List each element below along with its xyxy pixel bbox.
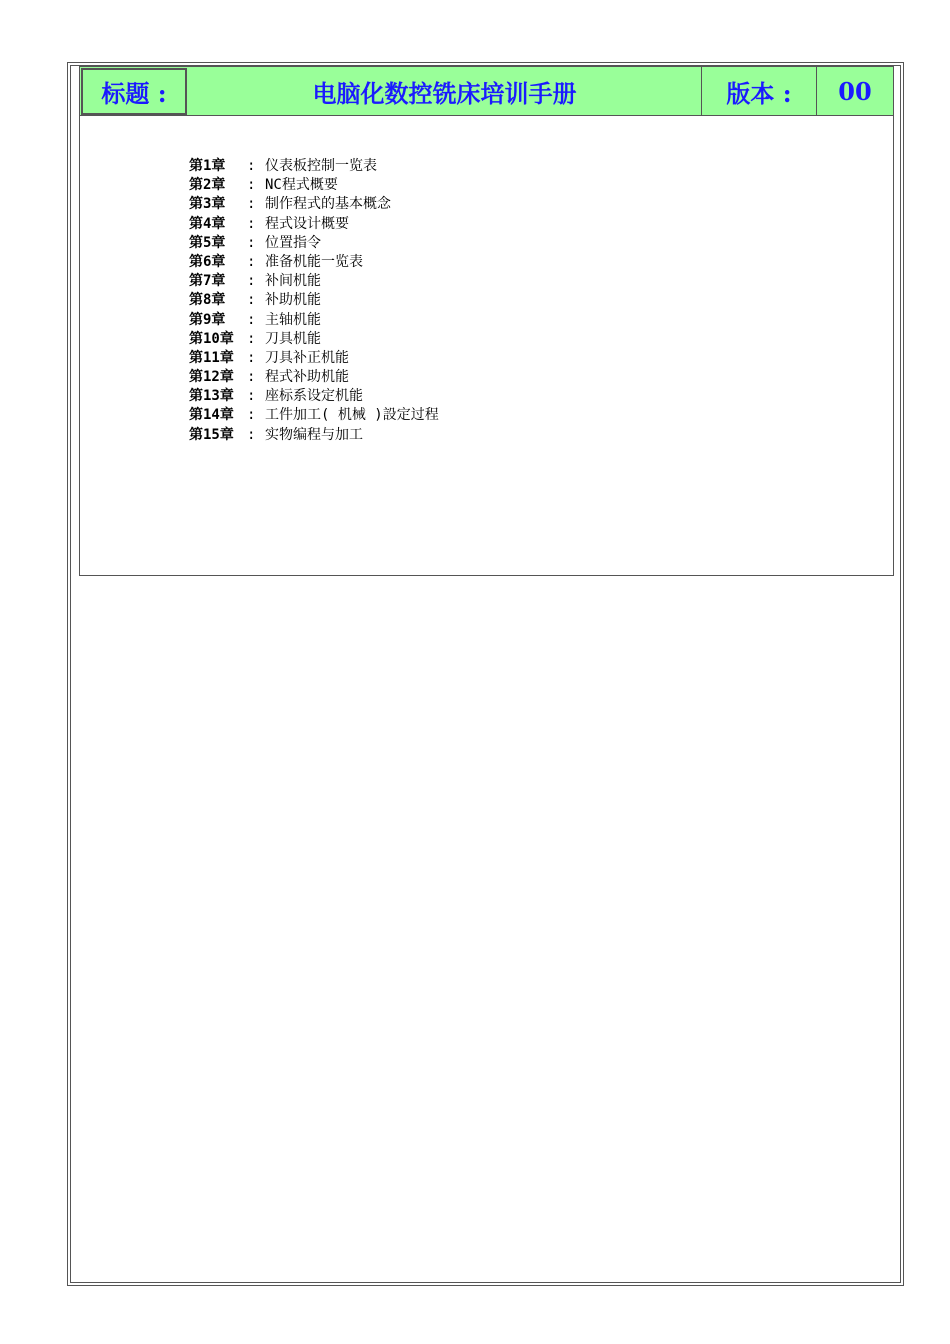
toc-chapter-number: 第4章: [189, 215, 226, 232]
toc-separator: :: [247, 349, 256, 366]
toc-separator: :: [247, 407, 256, 424]
toc-item: [189, 426, 439, 445]
toc-item: [189, 157, 439, 176]
toc-chapter-number: 第3章: [189, 196, 226, 213]
toc-item: [189, 234, 439, 253]
toc-chapter-number: 第12章: [189, 369, 234, 386]
toc-separator: :: [247, 292, 256, 309]
document-title: 电脑化数控铣床培训手册: [188, 67, 702, 115]
toc-chapter-number: 第14章: [189, 407, 234, 424]
toc-separator: :: [247, 253, 256, 270]
toc-item: [189, 387, 439, 406]
toc-item: [189, 349, 439, 368]
toc-chapter-number: 第8章: [189, 292, 226, 309]
toc-separator: :: [247, 369, 256, 386]
toc-item: [189, 272, 439, 291]
toc-chapter-title: 制作程式的基本概念: [265, 196, 391, 213]
toc-separator: :: [247, 158, 256, 174]
toc-chapter-number: 第7章: [189, 273, 226, 290]
toc-item: [189, 291, 439, 310]
toc-chapter-number: 第1章: [189, 158, 226, 174]
toc-separator: :: [247, 426, 256, 443]
toc-chapter-title: 程式设计概要: [265, 215, 349, 232]
header-table: [79, 66, 894, 116]
title-label: 标题 :: [81, 68, 187, 115]
toc-chapter-title: 刀具补正机能: [265, 349, 349, 366]
toc-separator: :: [247, 196, 256, 213]
toc-separator: :: [247, 177, 256, 194]
toc-chapter-title: 工件加工( 机械 )設定过程: [265, 407, 439, 424]
version-value: 00: [838, 76, 872, 106]
toc-chapter-title: 刀具机能: [265, 330, 321, 347]
toc-chapter-number: 第10章: [189, 330, 234, 347]
table-of-contents: [189, 157, 439, 445]
toc-chapter-number: 第13章: [189, 388, 234, 405]
toc-chapter-title: 座标系设定机能: [265, 388, 363, 405]
toc-separator: :: [247, 311, 256, 328]
toc-chapter-number: 第9章: [189, 311, 226, 328]
toc-item: [189, 330, 439, 349]
toc-chapter-number: 第11章: [189, 349, 234, 366]
toc-chapter-title: NC程式概要: [265, 177, 338, 194]
toc-item: [189, 253, 439, 272]
toc-separator: :: [247, 273, 256, 290]
toc-chapter-number: 第15章: [189, 426, 234, 443]
toc-item: [189, 406, 439, 425]
toc-chapter-title: 主轴机能: [265, 311, 321, 328]
toc-chapter-title: 位置指令: [265, 234, 321, 251]
toc-item: [189, 215, 439, 234]
toc-item: [189, 176, 439, 195]
toc-chapter-title: 补间机能: [265, 273, 321, 290]
toc-chapter-title: 程式补助机能: [265, 369, 349, 386]
toc-chapter-number: 第2章: [189, 177, 226, 194]
toc-chapter-number: 第6章: [189, 253, 226, 270]
toc-chapter-number: 第5章: [189, 234, 226, 251]
toc-chapter-title: 仪表板控制一览表: [265, 158, 377, 174]
toc-item: [189, 311, 439, 330]
toc-item: [189, 368, 439, 387]
toc-chapter-title: 实物编程与加工: [265, 426, 363, 443]
toc-item: [189, 195, 439, 214]
toc-separator: :: [247, 215, 256, 232]
toc-separator: :: [247, 234, 256, 251]
toc-chapter-title: 准备机能一览表: [265, 253, 363, 270]
toc-separator: :: [247, 388, 256, 405]
toc-separator: :: [247, 330, 256, 347]
toc-chapter-title: 补助机能: [265, 292, 321, 309]
version-label: 版本 :: [702, 67, 817, 115]
